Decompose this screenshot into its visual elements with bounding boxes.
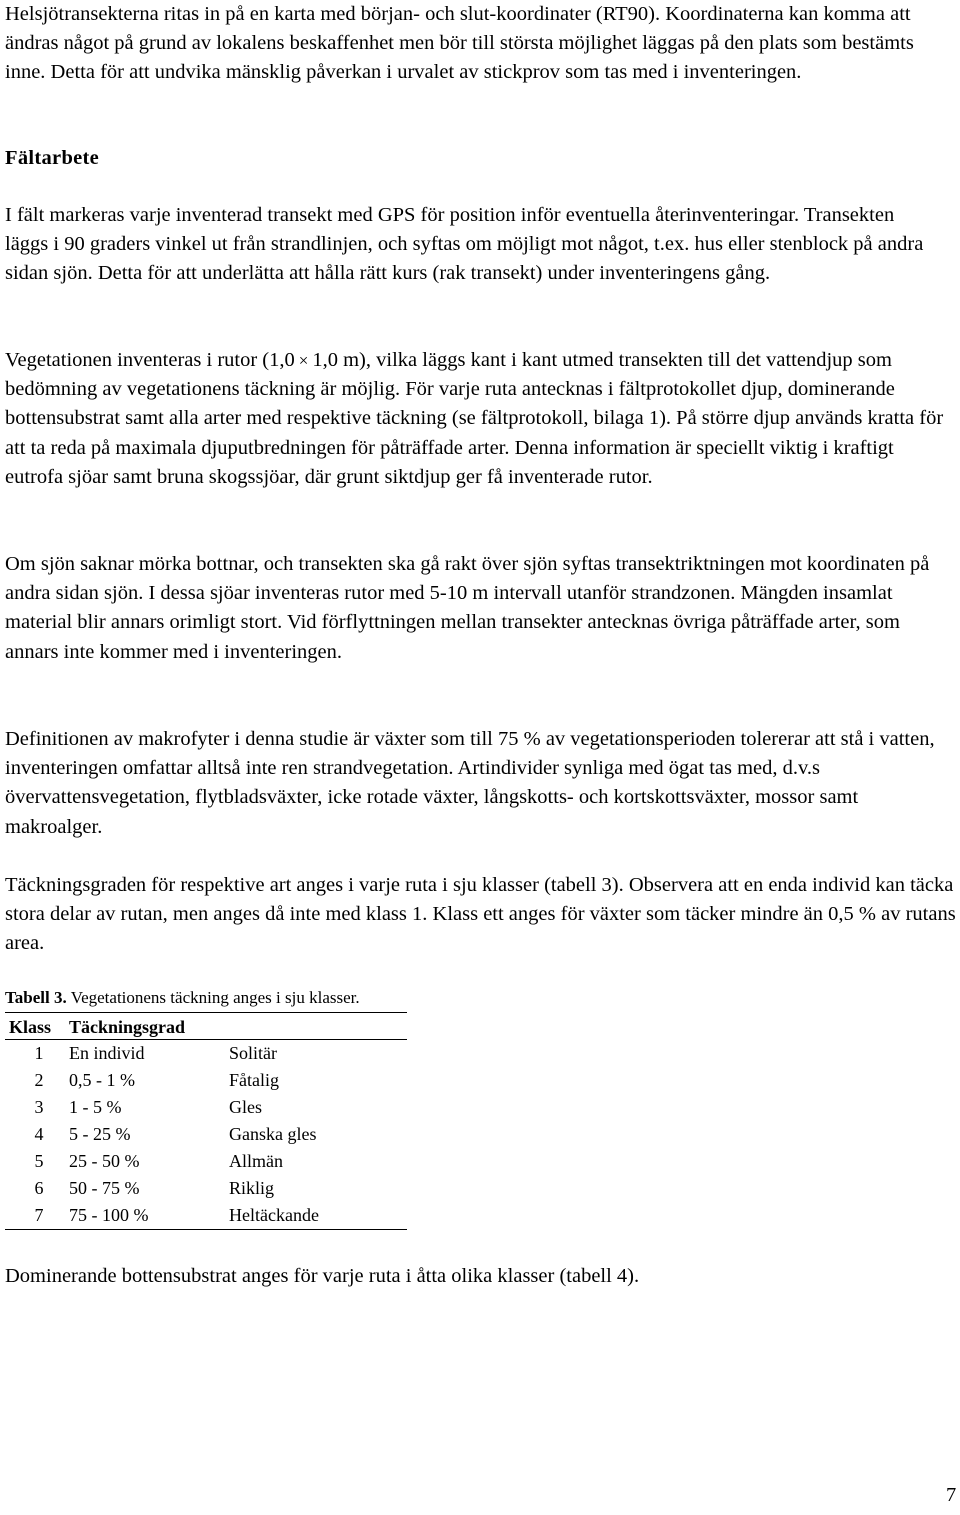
coverage-table [5, 1012, 407, 1230]
cell-range: 50 - 75 % [69, 1178, 140, 1198]
intro-paragraph: Helsjötransekterna ritas in på en karta med början- och slut-koordinater (RT90). Koordinaterna kan komma att ändras något på grund av lokalens beskaffenhet men bör till största möjlighet läggas på den plats som bestämts inne. Detta för att undvika mänsklig påverkan i urvalet av stickprov som tas med i inventeringen. [5, 3, 914, 84]
cell-range: 0,5 - 1 % [69, 1070, 135, 1090]
vegetation-paragraph [5, 346, 955, 492]
definition-paragraph: Definitionen av makrofyter i denna studie är växter som till 75 % av vegetationsperioden tolererar att stå i vatten, inventeringen omfattar alltså inte ren strandvegetation. Artindivider synliga med ögat tas med, d.v.s övervattensvegetation, flytbladsväxter, icke rotade växter, långskotts- och kortskottsväxter, mossor samt makroalger. [5, 728, 935, 838]
cell-range: 25 - 50 % [69, 1151, 140, 1171]
cell-class: 2 [34, 1070, 44, 1090]
multiplication-sign: × [298, 351, 309, 370]
table-row [5, 1040, 407, 1068]
table-row [5, 1148, 407, 1175]
cell-description: Solitär [229, 1043, 277, 1063]
cell-class: 5 [34, 1151, 44, 1171]
cell-description: Allmän [229, 1151, 283, 1171]
cell-class: 6 [34, 1178, 44, 1198]
table-row [5, 1094, 407, 1121]
table-caption-label: Tabell 3. [5, 988, 67, 1007]
cell-description: Fåtalig [229, 1070, 279, 1090]
header-klass: Klass [9, 1016, 52, 1037]
cell-class: 1 [34, 1043, 44, 1063]
cell-range: 5 - 25 % [69, 1124, 131, 1144]
section-heading-faltarbete: Fältarbete [5, 147, 100, 169]
table-caption-text: Vegetationens täckning anges i sju klasser. [70, 988, 360, 1007]
vegetation-text-part1: Vegetationen inventeras i rutor (1,0 [5, 349, 295, 371]
table-header-row [5, 1013, 407, 1040]
cell-range: 75 - 100 % [69, 1205, 149, 1225]
table-caption [5, 987, 360, 1009]
faltarbete-paragraph: I fält markeras varje inventerad transekt med GPS för position inför eventuella återinventeringar. Transekten läggs i 90 graders vinkel ut från strandlinjen, och syftas om möjligt mot något, t.ex. hus eller stenblock på andra sidan sjön. Detta för att underlätta att hålla rätt kurs (rak transekt) under inventeringens gång. [5, 204, 924, 285]
header-tackningsgrad: Täckningsgrad [69, 1016, 186, 1037]
cell-range: 1 - 5 % [69, 1097, 122, 1117]
page-number: 7 [946, 1484, 957, 1506]
cell-description: Ganska gles [229, 1124, 317, 1144]
cell-description: Gles [229, 1097, 262, 1117]
cell-range: En individ [69, 1043, 145, 1063]
cell-description: Heltäckande [229, 1205, 319, 1225]
table-row [5, 1121, 407, 1148]
cell-class: 7 [34, 1205, 44, 1225]
cell-class: 4 [34, 1124, 44, 1144]
tackning-paragraph: Täckningsgraden för respektive art anges i varje ruta i sju klasser (tabell 3). Observera att en enda individ kan täcka stora delar av rutan, men anges då inte med klass 1. Klass ett anges för växter som täcker mindre än 0,5 % av rutans area. [5, 874, 956, 955]
bottensubstrat-paragraph: Dominerande bottensubstrat anges för varje ruta i åtta olika klasser (tabell 4). [5, 1265, 640, 1287]
vegetation-text-part2: 1,0 m), vilka läggs kant i kant utmed transekten till det vattendjup som bedömning av vegetationens täckning är möjlig. För varje ruta antecknas i fältprotokollet djup, dominerande bottensubstrat samt alla arter med respektive täckning (se fältprotokoll, bilaga 1). På större djup används kratta för att ta reda på maximala djuputbredningen för påträffade arter. Denna information är speciellt viktig i kraftigt eutrofa sjöar samt bruna skogssjöar, där grunt siktdjup ger få inventerade rutor. [5, 349, 944, 488]
table-row [5, 1175, 407, 1202]
table-row [5, 1067, 407, 1094]
cell-class: 3 [34, 1097, 44, 1117]
table-row [5, 1202, 407, 1230]
cell-description: Riklig [229, 1178, 275, 1198]
om-sjon-paragraph: Om sjön saknar mörka bottnar, och transekten ska gå rakt över sjön syftas transektriktningen mot koordinaten på andra sidan sjön. I dessa sjöar inventeras rutor med 5-10 m intervall utanför strandzonen. Mängden insamlat material blir annars orimligt stort. Vid förflyttningen mellan transekter antecknas övriga påträffade arter, som annars inte kommer med i inventeringen. [5, 553, 930, 663]
